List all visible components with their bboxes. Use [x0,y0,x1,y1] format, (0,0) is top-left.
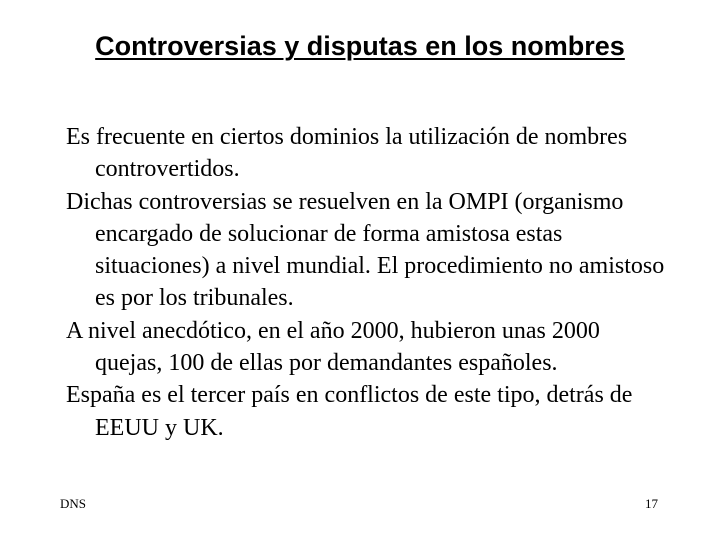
body-paragraph: A nivel anecdótico, en el año 2000, hubieron unas 2000 quejas, 100 de ellas por demandantes españoles. [66,317,600,377]
body-paragraph: Es frecuente en ciertos dominios la utilización de nombres controvertidos. [66,124,628,183]
body-paragraph: Dichas controversias se resuelven en la OMPI (organismo encargado de solucionar de forma amistosa estas situaciones) a nivel mundial. El procedimiento no amistoso es por los tribunales. [66,188,665,312]
slide-title: Controversias y disputas en los nombres [95,31,625,61]
page-number: 17 [645,496,658,511]
slide-body [66,121,666,444]
footer-label: DNS [60,496,87,511]
body-paragraph: España es el tercer país en conflictos de este tipo, detrás de EEUU y UK. [66,382,633,441]
